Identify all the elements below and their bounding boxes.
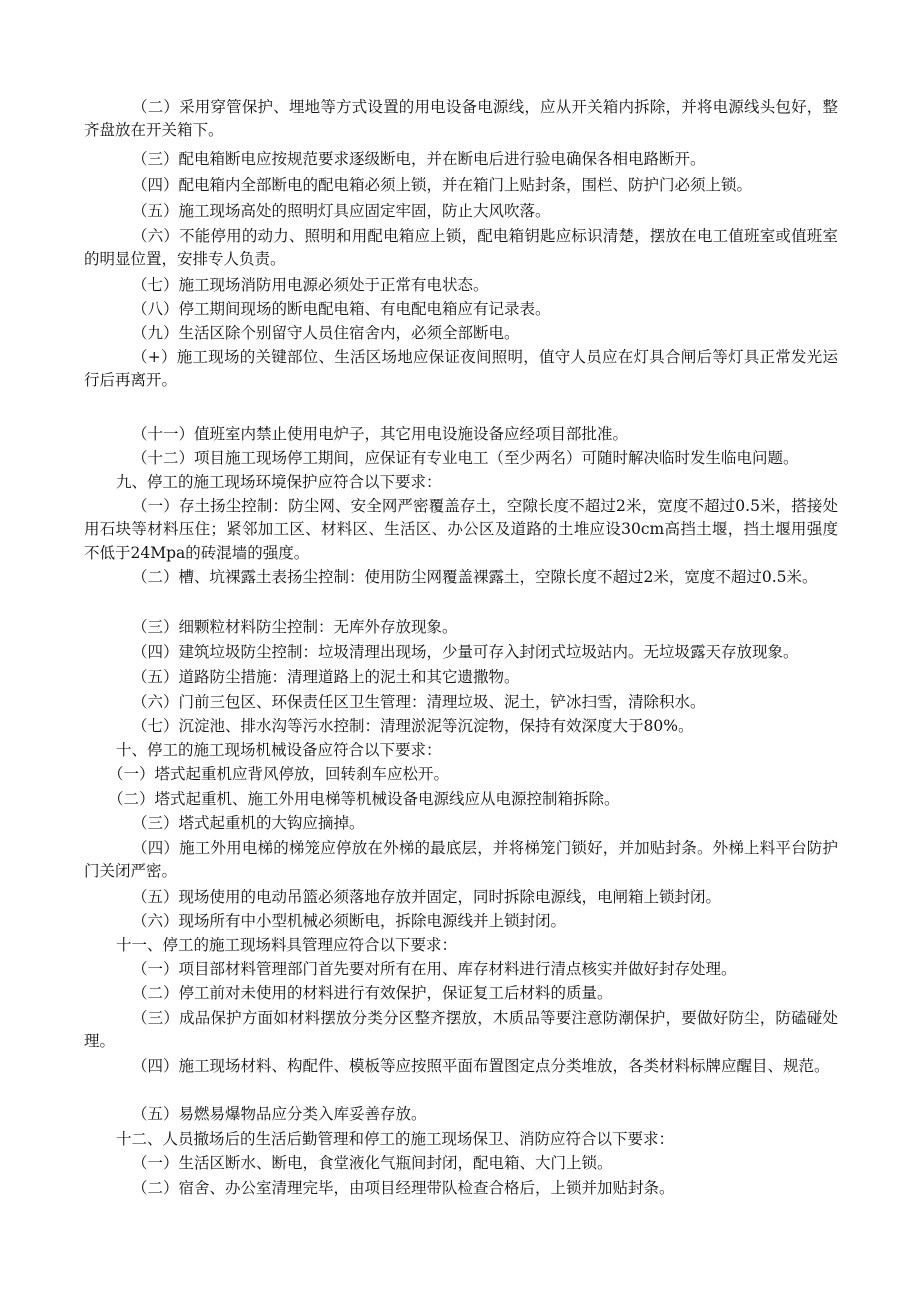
paragraph-material-5: （五）易燃易爆物品应分类入库妥善存放。: [132, 1105, 427, 1123]
paragraph-material-3: （三）成品保护方面如材料摆放分类分区整齐摆放，木质品等要注意防潮保护，要做好防尘，防磕碰处理。: [84, 1009, 838, 1051]
paragraph-machine-3: （三）塔式起重机的大钩应摘掉。: [132, 814, 365, 832]
paragraph-machine-2: （二）塔式起重机、施工外用电梯等机械设备电源线应从电源控制箱拆除。: [108, 790, 620, 808]
paragraph-material-4: （四）施工现场材料、构配件、模板等应按照平面布置图定点分类堆放，各类材料标牌应醒目、规范。: [132, 1057, 830, 1075]
section-heading-10: 十、停工的施工现场机械设备应符合以下要求：: [116, 741, 442, 759]
paragraph-material-1: （一）项目部材料管理部门首先要对所有在用、库存材料进行清点核实并做好封存处理。: [132, 960, 737, 978]
paragraph-env-5: （五）道路防尘措施：清理道路上的泥土和其它遗撒物。: [132, 668, 520, 686]
section-heading-9: 九、停工的施工现场环境保护应符合以下要求：: [116, 473, 442, 491]
paragraph-electric-5: （五）施工现场高处的照明灯具应固定牢固，防止大风吹落。: [132, 202, 551, 220]
section-heading-11: 十一、停工的施工现场料具管理应符合以下要求：: [116, 936, 458, 954]
paragraph-electric-10: （+）施工现场的关键部位、生活区场地应保证夜间照明，值守人员应在灯具合闸后等灯具正常发光运行后再离开。: [84, 348, 838, 390]
paragraph-electric-11: （十一）值班室内禁止使用电炉子，其它用电设施设备应经项目部批准。: [132, 425, 629, 443]
paragraph-machine-6: （六）现场所有中小型机械必须断电，拆除电源线并上锁封闭。: [132, 912, 567, 930]
paragraph-machine-4: （四）施工外用电梯的梯笼应停放在外梯的最底层，并将梯笼门锁好，并加贴封条。外梯上料平台防护门关闭严密。: [84, 839, 838, 881]
paragraph-electric-2: （二）采用穿管保护、埋地等方式设置的用电设备电源线，应从开关箱内拆除，并将电源线头包好，整齐盘放在开关箱下。: [84, 98, 838, 140]
paragraph-material-2: （二）停工前对未使用的材料进行有效保护，保证复工后材料的质量。: [132, 984, 613, 1002]
paragraph-electric-9: （九）生活区除个别留守人员住宿舍内，必须全部断电。: [132, 324, 520, 342]
paragraph-env-2: （二）槽、坑裸露土表扬尘控制：使用防尘网覆盖裸露土，空隙长度不超过2米，宽度不超过0.5米。: [132, 568, 818, 586]
paragraph-security-2: （二）宿舍、办公室清理完毕，由项目经理带队检查合格后，上锁并加贴封条。: [132, 1179, 675, 1197]
paragraph-electric-7: （七）施工现场消防用电源必须处于正常有电状态。: [132, 276, 489, 294]
paragraph-electric-6: （六）不能停用的动力、照明和用配电箱应上锁，配电箱钥匙应标识清楚，摆放在电工值班室或值班室的明显位置，安排专人负责。: [84, 227, 838, 269]
paragraph-machine-5: （五）现场使用的电动吊篮必须落地存放并固定，同时拆除电源线，电闸箱上锁封闭。: [132, 888, 722, 906]
paragraph-electric-3: （三）配电箱断电应按规范要求逐级断电，并在断电后进行验电确保各相电路断开。: [132, 150, 706, 168]
paragraph-security-1: （一）生活区断水、断电，食堂液化气瓶间封闭，配电箱、大门上锁。: [132, 1154, 613, 1172]
paragraph-env-6: （六）门前三包区、环保责任区卫生管理：清理垃圾、泥土，铲冰扫雪，清除积水。: [132, 693, 706, 711]
paragraph-env-1: （一）存土扬尘控制：防尘网、安全网严密覆盖存土，空隙长度不超过2米，宽度不超过0.5米，搭接处用石块等材料压住；紧邻加工区、材料区、生活区、办公区及道路的土堆应设30cm高挡土堰，挡土堰用强度不低于24Mpa的砖混墙的强度。: [84, 497, 838, 562]
paragraph-electric-4: （四）配电箱内全部断电的配电箱必须上锁，并在箱门上贴封条，围栏、防护门必须上锁。: [132, 176, 753, 194]
paragraph-env-4: （四）建筑垃圾防尘控制：垃圾清理出现场，少量可存入封闭式垃圾站内。无垃圾露天存放现象。: [132, 643, 799, 661]
paragraph-electric-12: （十二）项目施工现场停工期间，应保证有专业电工（至少两名）可随时解决临时发生临电问题。: [132, 449, 799, 467]
paragraph-machine-1: （一）塔式起重机应背风停放，回转刹车应松开。: [108, 765, 450, 783]
paragraph-env-3: （三）细颗粒材料防尘控制：无库外存放现象。: [132, 618, 458, 636]
section-heading-12: 十二、人员撤场后的生活后勤管理和停工的施工现场保卫、消防应符合以下要求：: [116, 1130, 675, 1148]
paragraph-env-7: （七）沉淀池、排水沟等污水控制：清理淤泥等沉淀物，保持有效深度大于80%。: [132, 717, 694, 735]
paragraph-electric-8: （八）停工期间现场的断电配电箱、有电配电箱应有记录表。: [132, 300, 551, 318]
